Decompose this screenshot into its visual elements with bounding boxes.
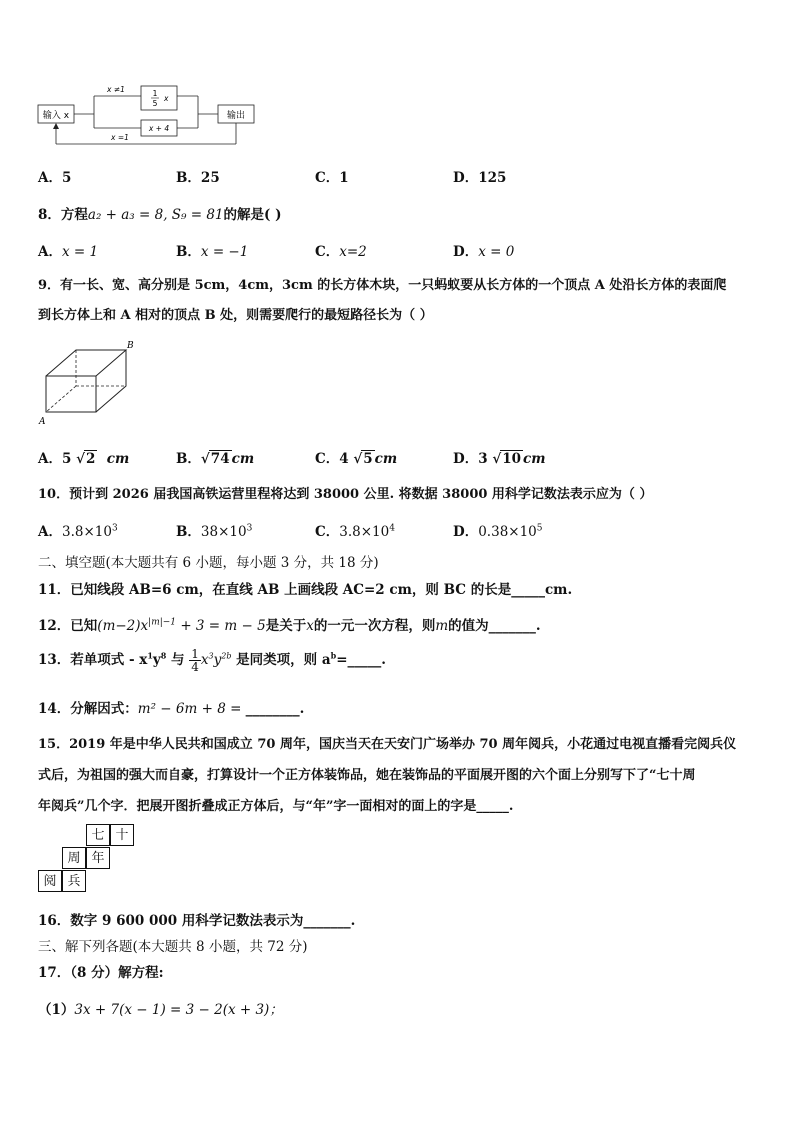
flow-bottom-box: x + 4 bbox=[148, 124, 170, 133]
question-15-line1: 15．2019 年是中华人民共和国成立 70 周年，国庆当天在天安门广场举办 70 周年阅兵，小花通过电视直播看完阅兵仪 bbox=[38, 737, 737, 752]
section-2-heading: 二、填空题(本大题共有 6 小题，每小题 3 分，共 18 分) bbox=[38, 555, 379, 571]
q10-option-a: A．$3.8\times 10^3$ bbox=[38, 523, 118, 540]
flow-bottom-condition: x =1 bbox=[111, 133, 129, 142]
net-cell-zhou: 周 bbox=[62, 847, 86, 869]
q9-option-d: D．3 √10 cm bbox=[453, 451, 546, 467]
question-13: 13．若单项式 - $x^1y^8$ 与 $\frac{1}{4}$ $x^3y^{2b}$ 是同类项，则 $a^b=\_\_\_\_\_$. bbox=[38, 647, 386, 674]
net-cell-nian: 年 bbox=[86, 847, 110, 869]
flowchart-diagram bbox=[36, 82, 258, 150]
cuboid-figure bbox=[34, 338, 144, 428]
flow-top-box-num: 1 bbox=[152, 89, 158, 98]
q8-option-d: D．x = 0 bbox=[453, 244, 515, 260]
q10-option-b: B．$38\times 10^3$ bbox=[176, 523, 253, 540]
q13-fraction: $\frac{1}{4}$ bbox=[191, 647, 199, 674]
net-cell-qi: 七 bbox=[86, 824, 110, 846]
question-9-line1: 9．有一长、宽、高分别是 5cm，4cm，3cm 的长方体木块，一只蚂蚁要从长方体的一个顶点 A 处沿长方体的表面爬 bbox=[38, 278, 727, 293]
flow-top-box-var: x bbox=[164, 94, 169, 103]
net-cell-bing: 兵 bbox=[62, 870, 86, 892]
q7-option-d: D．125 bbox=[453, 170, 507, 186]
section-3-heading: 三、解下列各题(本大题共 8 小题，共 72 分) bbox=[38, 939, 308, 955]
q9-option-b: B．√74 cm bbox=[176, 451, 255, 467]
flow-top-condition: x ≠1 bbox=[107, 85, 125, 94]
flow-input-label: 输入 x bbox=[42, 111, 70, 121]
q8-option-a: A．x = 1 bbox=[38, 244, 99, 260]
question-16: 16．数字 9 600 000 用科学记数法表示为_______. bbox=[38, 913, 356, 929]
question-9-line2: 到长方体上和 A 相对的顶点 B 处，则需要爬行的最短路径长为（ ） bbox=[38, 308, 433, 323]
vertex-a-label: A bbox=[39, 417, 46, 427]
question-10: 10．预计到 2026 届我国高铁运营里程将达到 38000 公里. 将数据 38000 用科学记数法表示应为（ ） bbox=[38, 487, 653, 502]
q8-formula: a₂ + a₃ = 8, S₉ = 81 bbox=[87, 207, 224, 223]
q7-option-c: C．1 bbox=[315, 170, 349, 186]
flow-output-label: 输出 bbox=[226, 111, 246, 121]
q8-option-b: B．x = −1 bbox=[176, 244, 249, 260]
q10-option-c: C．$3.8\times 10^4$ bbox=[315, 523, 395, 540]
question-17-title: 17．（8 分）解方程: bbox=[38, 965, 164, 981]
q10-option-d: D．$0.38\times 10^5$ bbox=[453, 523, 543, 540]
net-cell-shi: 十 bbox=[110, 824, 134, 846]
question-14: 14．分解因式：m² − 6m + 8 = ________. bbox=[38, 701, 305, 717]
q9-option-a: A．5 √2 cm bbox=[38, 451, 130, 467]
net-cell-yue: 阅 bbox=[38, 870, 62, 892]
q9-option-c: C．4 √5 cm bbox=[315, 451, 398, 467]
q7-option-b: B．25 bbox=[176, 170, 220, 186]
question-8: 8．方程a₂ + a₃ = 8, S₉ = 81的解是( ) bbox=[38, 207, 282, 223]
question-15-line3: 年阅兵”几个字．把展开图折叠成正方体后，与“年”字一面相对的面上的字是_____. bbox=[38, 799, 514, 814]
question-15-line2: 式后，为祖国的强大而自豪，打算设计一个正方体装饰品，她在装饰品的平面展开图的六个面上分别写下了“七十周 bbox=[38, 768, 696, 783]
flow-top-box-den: 5 bbox=[152, 99, 158, 108]
q7-option-a: A．5 bbox=[38, 170, 72, 186]
question-17-part1: （1）3x + 7(x − 1) = 3 − 2(x + 3)； bbox=[38, 1002, 283, 1018]
question-11: 11．已知线段 AB=6 cm，在直线 AB 上画线段 AC=2 cm，则 BC 的长是_____cm. bbox=[38, 582, 573, 598]
q8-option-c: C．x=2 bbox=[315, 244, 367, 260]
vertex-b-label: B bbox=[127, 341, 134, 351]
question-12: 12．已知$(m-2)x^{|m|-1} + 3 = m - 5$是关于x的一元一次方程，则m的值为_______. bbox=[38, 617, 541, 634]
